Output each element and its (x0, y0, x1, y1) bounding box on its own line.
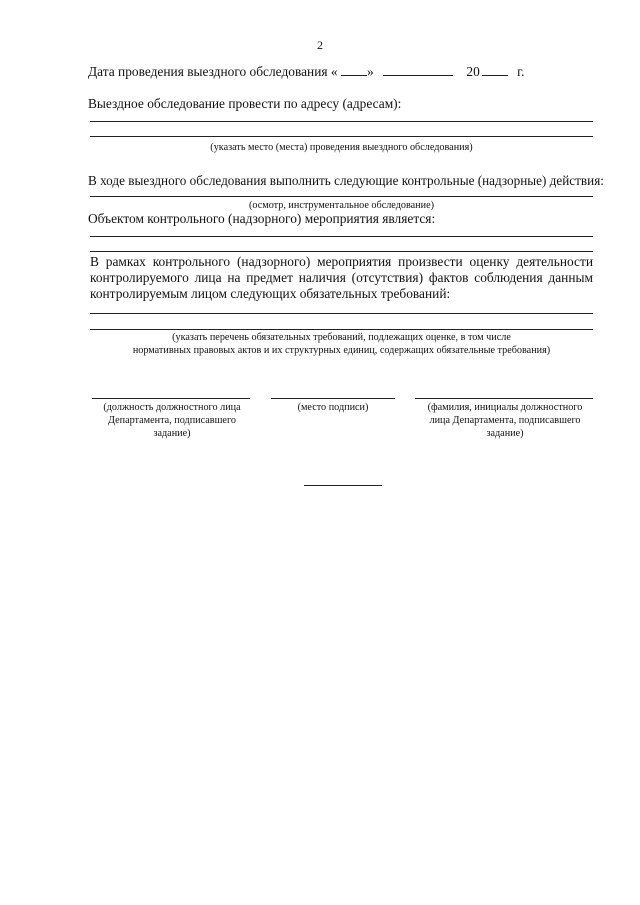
requirements-paragraph: В рамках контрольного (надзорного) мероприятия произвести оценку деятельности контролируемого лица на предмет наличия (отсутствия) фактов соблюдения данным контролируемым лицом следующих обязательных требований: (90, 254, 593, 301)
requirements-line-2 (90, 329, 593, 330)
signature-line (271, 398, 395, 399)
name-caption: (фамилия, инициалы должностного лица Департамента, подписавшего задание) (427, 402, 583, 439)
requirements-line-1 (90, 313, 593, 314)
signature-caption: (место подписи) (297, 402, 369, 413)
actions-line (90, 196, 593, 197)
actions-label: В ходе выездного обследования выполнить следующие контрольные (надзорные) действия: (88, 173, 604, 188)
date-label: Дата проведения выездного обследования « (88, 64, 338, 79)
quote-close: » (366, 64, 374, 79)
requirements-caption-line-1: (указать перечень обязательных требований, подлежащих оценке, в том числе (172, 332, 511, 343)
name-signature-line (415, 398, 593, 399)
month-blank (383, 64, 453, 76)
day-blank (341, 64, 367, 76)
address-line-1 (90, 121, 593, 122)
address-line-2 (90, 136, 593, 137)
position-signature-line (92, 398, 250, 399)
address-caption: (указать место (места) проведения выездного обследования) (210, 142, 473, 153)
actions-caption: (осмотр, инструментальное обследование) (249, 200, 434, 211)
requirements-caption-line-2: нормативных правовых актов и их структурных единиц, содержащих обязательные требования) (132, 345, 551, 356)
position-caption: (должность должностного лица Департамента, подписавшего задание) (103, 402, 241, 439)
year-prefix: 20 (466, 64, 480, 79)
year-blank (482, 64, 508, 76)
object-line-2 (90, 251, 593, 252)
date-line (88, 64, 524, 79)
closing-rule (304, 485, 382, 486)
object-label: Объектом контрольного (надзорного) мероприятия является: (88, 211, 436, 226)
address-label: Выездное обследование провести по адресу (адресам): (88, 96, 402, 111)
object-line-1 (90, 236, 593, 237)
year-suffix: г. (517, 64, 525, 79)
page-number: 2 (317, 38, 323, 52)
